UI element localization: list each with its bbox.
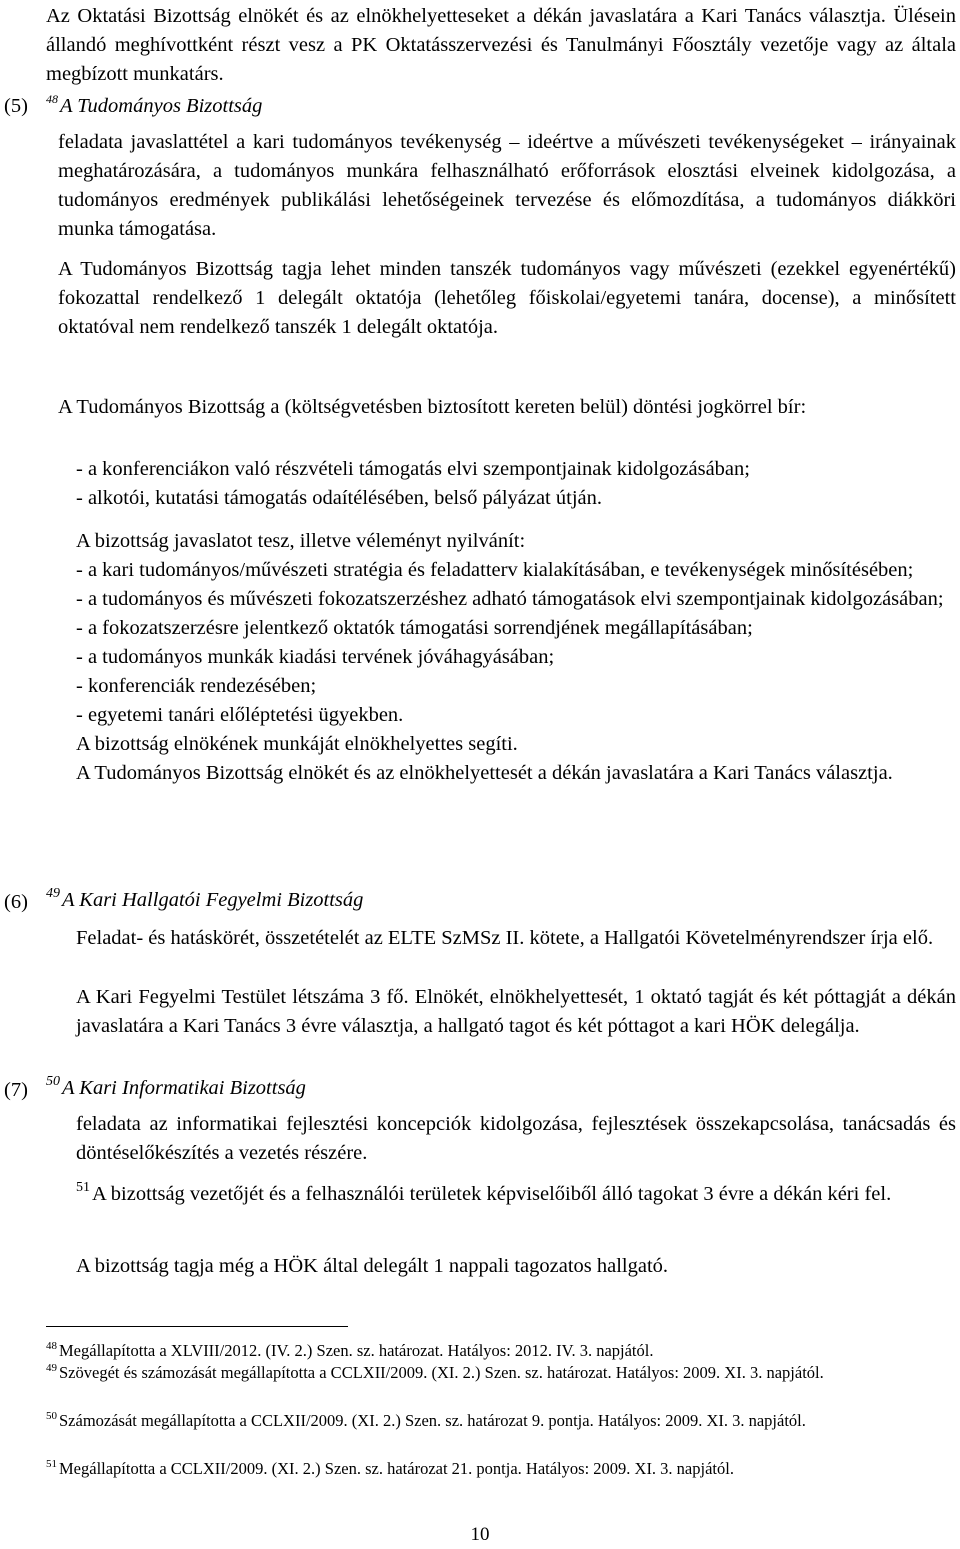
section-6-scope: Feladat- és hatáskörét, összetételét az ELTE SzMSz II. kötete, a Hallgatói Követelményrendszer írja elő. [76, 927, 934, 949]
section-6-heading [46, 886, 363, 915]
section-5-title: A Tudományos Bizottság [60, 95, 263, 117]
list-item: - a konferenciákon való részvételi támogatás elvi szempontjainak kidolgozásában; [76, 458, 750, 480]
section-7-leadership-text: A bizottság vezetőjét és a felhasználói területek képviselőiből álló tagokat 3 évre a dékán kéri fel. [92, 1183, 892, 1205]
section-6-title: A Kari Hallgatói Fegyelmi Bizottság [62, 889, 364, 911]
footnote-number: 51 [46, 1458, 57, 1470]
section-5-decision-list [76, 455, 956, 513]
list-item: - konferenciák rendezésében; [76, 675, 317, 697]
footnote-divider [46, 1326, 348, 1327]
section-5-tasks: feladata javaslattétel a kari tudományos tevékenység – ideértve a művészeti tevékenységeket – irányainak meghatározására, a tudományos munkára felhasználható erőforrások elosztási elveinek kidolgozása, a tudományos eredmények publikálási lehetőségeinek tervezése és előmozdítása, a tudományos diákköri munka támogatása. [58, 131, 956, 240]
section-5-membership: A Tudományos Bizottság tagja lehet minden tanszék tudományos vagy művészeti (ezekkel egyenértékű) fokozattal rendelkező 1 delegált oktatója (lehetőleg főiskolai/egyetemi tanára, docense), a minősített oktatóval nem rendelkező tanszék 1 delegált oktatója. [58, 258, 956, 338]
list-item: - a fokozatszerzésre jelentkező oktatók támogatási sorrendjének megállapításában; [76, 617, 753, 639]
list-item: - egyetemi tanári előléptetési ügyekben. [76, 704, 404, 726]
footnote-text: Megállapította a XLVIII/2012. (IV. 2.) Szen. sz. határozat. Hatályos: 2012. IV. 3. napjától. [59, 1341, 654, 1360]
section-5-election: A Tudományos Bizottság elnökét és az elnökhelyettesét a dékán javaslatára a Kari Tanács választja. [76, 762, 893, 784]
section-7-tasks: feladata az informatikai fejlesztési koncepciók kidolgozása, fejlesztések összekapcsolása, tanácsadás és döntéselőkészítés a vezetés részére. [76, 1113, 956, 1164]
section-5-decision-powers: A Tudományos Bizottság a (költségvetésben biztosított kereten belül) döntési jogkörrel bír: [58, 396, 807, 418]
footnote-number: 48 [46, 1340, 57, 1352]
section-7-number: (7) [4, 1079, 28, 1101]
section-5-vice-chair: A bizottság elnökének munkáját elnökhelyettes segíti. [76, 733, 518, 755]
footnote-number: 50 [46, 1410, 57, 1422]
footnote-50 [46, 1410, 958, 1432]
section-5-number: (5) [4, 95, 28, 117]
list-item: - a tudományos és művészeti fokozatszerzéshez adható támogatások elvi szempontjainak kidolgozásában; [76, 588, 944, 610]
footnote-text: Megállapította a CCLXII/2009. (XI. 2.) Szen. sz. határozat 21. pontja. Hatályos: 2009. XI. 3. napjától. [59, 1459, 734, 1478]
footnote-48 [46, 1340, 958, 1362]
section-7-paragraph-footnote-ref: 51 [76, 1180, 90, 1195]
section-6-composition: A Kari Fegyelmi Testület létszáma 3 fő. Elnökét, elnökhelyettesét, 1 oktató tagját és két póttagját a dékán javaslatára a Kari Tanács 3 évre választja, a hallgató tagot és két póttagot a kari HÖK delegálja. [76, 986, 956, 1037]
section-6-number: (6) [4, 891, 28, 913]
intro-paragraph: Az Oktatási Bizottság elnökét és az elnökhelyetteseket a dékán javaslatára a Kari Tanács választja. Ülésein állandó meghívottként részt vesz a PK Oktatásszervezési és Tanulmányi Főosztály vezetője vagy az általa megbízott munkatárs. [46, 5, 956, 85]
section-7-student-member: A bizottság tagja még a HÖK által delegált 1 nappali tagozatos hallgató. [76, 1255, 669, 1277]
footnote-number: 49 [46, 1362, 57, 1374]
section-7-title: A Kari Informatikai Bizottság [62, 1077, 306, 1099]
list-item: - a tudományos munkák kiadási tervének jóváhagyásában; [76, 646, 555, 668]
section-7-footnote-ref: 50 [46, 1074, 60, 1089]
footnote-text: Számozását megállapította a CCLXII/2009. (XI. 2.) Szen. sz. határozat 9. pontja. Hatályos: 2009. XI. 3. napjától. [59, 1411, 806, 1430]
list-item: - a kari tudományos/művészeti stratégia és feladatterv kialakításában, e tevékenységek minősítésében; [76, 559, 914, 581]
footnote-49 [46, 1362, 958, 1384]
section-7-heading [46, 1074, 306, 1103]
section-5-opinion-intro: A bizottság javaslatot tesz, illetve véleményt nyilvánít: [76, 530, 526, 552]
footnote-text: Szövegét és számozását megállapította a CCLXII/2009. (XI. 2.) Szen. sz. határozat. Hatályos: 2009. XI. 3. napjától. [59, 1363, 824, 1382]
section-7-leadership [76, 1180, 956, 1209]
section-5-opinion-block [76, 527, 956, 788]
footnote-51 [46, 1458, 958, 1480]
section-5-footnote-ref: 48 [46, 92, 58, 106]
section-5-heading [46, 92, 262, 121]
list-item: - alkotói, kutatási támogatás odaítélésében, belső pályázat útján. [76, 487, 602, 509]
page-number: 10 [470, 1524, 490, 1545]
section-6-footnote-ref: 49 [46, 886, 60, 901]
